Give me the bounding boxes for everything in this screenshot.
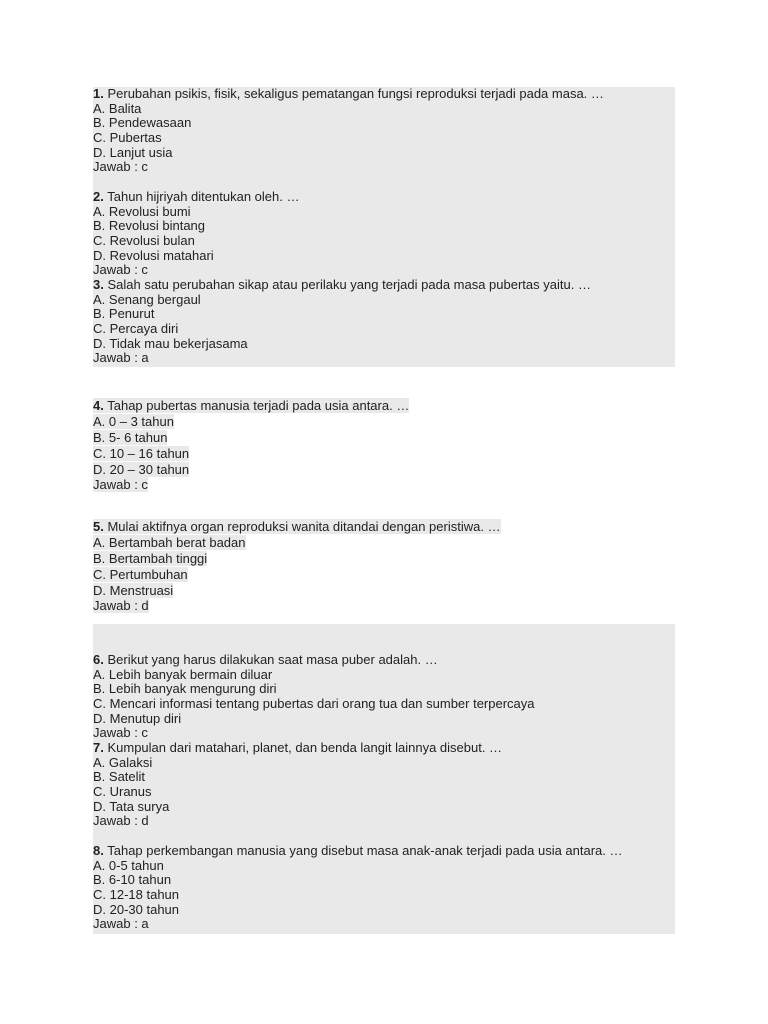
option-d — [93, 462, 409, 478]
option-c: C. Uranus — [93, 784, 152, 800]
answer: Jawab : c — [93, 725, 148, 741]
answer — [93, 598, 501, 614]
question-6-stem — [93, 653, 535, 668]
question-text: Mulai aktifnya organ reproduksi wanita ditandai dengan peristiwa. … — [107, 519, 501, 534]
answer: Jawab : a — [93, 350, 149, 366]
question-8-stem — [93, 844, 623, 859]
option-a-highlight: A. Bertambah berat badan — [93, 534, 246, 550]
question-3-stem — [93, 278, 591, 293]
question-5-highlight — [93, 519, 501, 534]
option-d: D. Lanjut usia — [93, 144, 173, 160]
question-text: Kumpulan dari matahari, planet, dan benda langit lainnya disebut. … — [107, 740, 503, 755]
option-c — [93, 567, 501, 583]
option-b: B. 6-10 tahun — [93, 872, 172, 888]
question-text: Tahun hijriyah ditentukan oleh. … — [107, 189, 300, 204]
question-text: Perubahan psikis, fisik, sekaligus pematangan fungsi reproduksi terjadi pada masa. … — [107, 86, 604, 101]
option-b-highlight: B. Bertambah tinggi — [93, 550, 208, 566]
option-c: C. Percaya diri — [93, 321, 179, 337]
option-b — [93, 430, 409, 446]
answer: Jawab : a — [93, 916, 149, 932]
option-c: C. Pubertas — [93, 130, 162, 146]
answer-highlight: Jawab : d — [93, 598, 149, 614]
question-2-stem — [93, 190, 299, 205]
option-c: C. Revolusi bulan — [93, 233, 195, 249]
option-b — [93, 551, 501, 567]
question-text: Salah satu perubahan sikap atau perilaku yang terjadi pada masa pubertas yaitu. … — [107, 277, 591, 292]
option-d: D. Tata surya — [93, 798, 170, 814]
question-4-highlight — [93, 398, 409, 413]
option-d: D. Tidak mau bekerjasama — [93, 335, 248, 351]
option-a: A. 0-5 tahun — [93, 857, 164, 873]
option-a: A. Galaksi — [93, 754, 153, 770]
question-1-stem — [93, 87, 604, 102]
question-7 — [93, 741, 502, 829]
option-c-highlight: C. 10 – 16 tahun — [93, 445, 190, 461]
question-5 — [93, 519, 501, 614]
question-number: 7. — [93, 740, 104, 755]
question-2 — [93, 190, 299, 278]
option-b-highlight: B. 5- 6 tahun — [93, 429, 168, 445]
question-number: 2. — [93, 189, 104, 204]
question-number: 5. — [93, 519, 104, 534]
option-c — [93, 446, 409, 462]
option-d — [93, 583, 501, 599]
option-b: B. Lebih banyak mengurung diri — [93, 681, 277, 697]
option-c: C. 12-18 tahun — [93, 887, 180, 903]
option-c-highlight: C. Pertumbuhan — [93, 566, 188, 582]
option-a: A. Senang bergaul — [93, 291, 201, 307]
option-d-highlight: D. 20 – 30 tahun — [93, 461, 190, 477]
answer: Jawab : c — [93, 262, 148, 278]
option-b: B. Revolusi bintang — [93, 218, 206, 234]
question-number: 6. — [93, 652, 104, 667]
question-3 — [93, 278, 591, 366]
question-1 — [93, 87, 604, 175]
question-5-stem — [93, 519, 501, 535]
answer — [93, 477, 409, 493]
question-7-stem — [93, 741, 502, 756]
answer-highlight: Jawab : c — [93, 477, 148, 493]
option-d: D. Menutup diri — [93, 710, 182, 726]
answer: Jawab : c — [93, 159, 148, 175]
question-number: 8. — [93, 843, 104, 858]
option-d-highlight: D. Menstruasi — [93, 582, 174, 598]
question-number: 4. — [93, 398, 104, 413]
question-text: Tahap perkembangan manusia yang disebut masa anak-anak terjadi pada usia antara. … — [107, 843, 623, 858]
question-text: Berikut yang harus dilakukan saat masa puber adalah. … — [107, 652, 438, 667]
option-a — [93, 414, 409, 430]
option-a: A. Balita — [93, 100, 142, 116]
option-b: B. Pendewasaan — [93, 115, 192, 131]
option-a-highlight: A. 0 – 3 tahun — [93, 413, 174, 429]
option-a: A. Revolusi bumi — [93, 203, 191, 219]
option-c: C. Mencari informasi tentang pubertas dari orang tua dan sumber terpercaya — [93, 696, 535, 712]
question-8 — [93, 844, 623, 932]
answer: Jawab : d — [93, 813, 149, 829]
question-6 — [93, 653, 535, 741]
question-4-stem — [93, 398, 409, 414]
question-4 — [93, 398, 409, 493]
option-d: D. 20-30 tahun — [93, 901, 180, 917]
option-b: B. Penurut — [93, 306, 155, 322]
question-number: 3. — [93, 277, 104, 292]
question-text: Tahap pubertas manusia terjadi pada usia antara. … — [107, 398, 410, 413]
question-number: 1. — [93, 86, 104, 101]
option-a: A. Lebih banyak bermain diluar — [93, 666, 273, 682]
option-d: D. Revolusi matahari — [93, 247, 214, 263]
option-a — [93, 535, 501, 551]
option-b: B. Satelit — [93, 769, 146, 785]
